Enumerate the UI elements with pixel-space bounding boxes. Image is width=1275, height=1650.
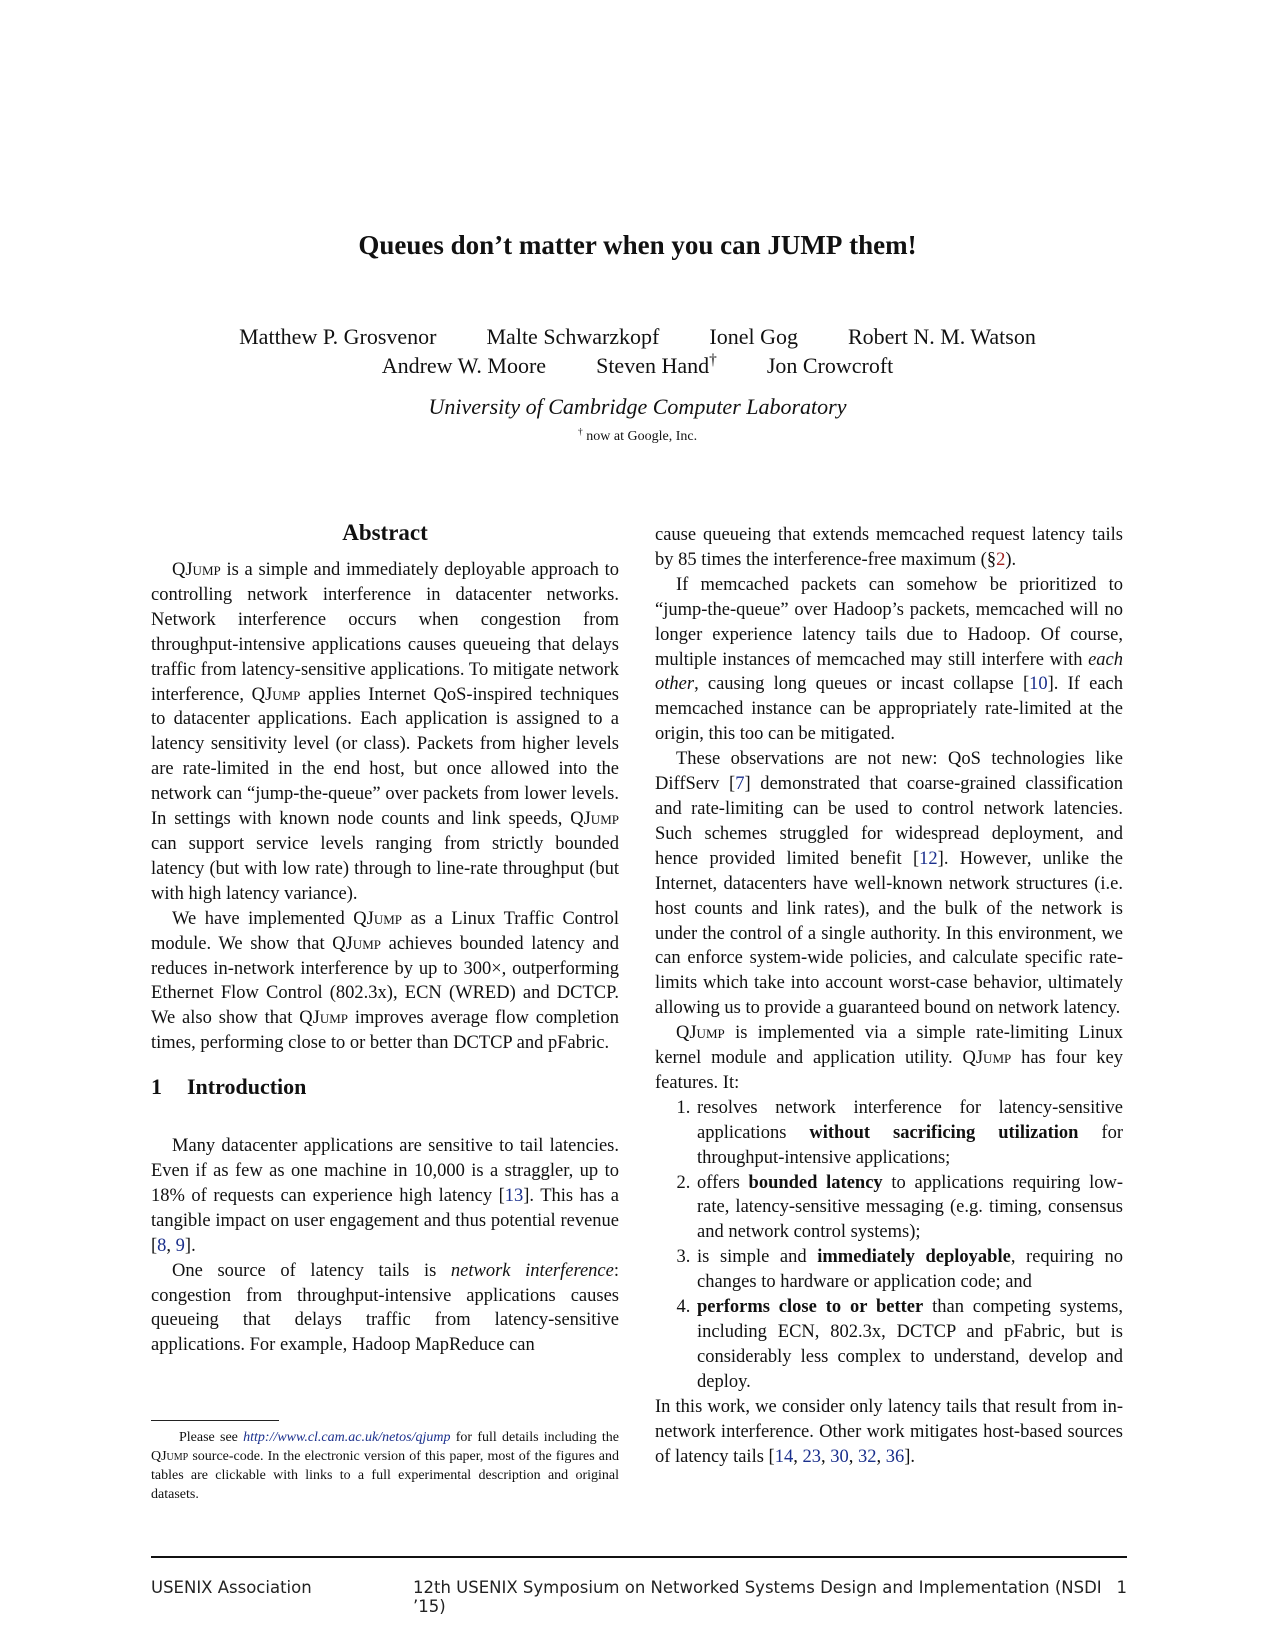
body-paragraph: cause queueing that extends memcached request latency tails by 85 times the interference-free maximum (§2). (655, 525, 1123, 570)
list-item: 4. performs close to or better than competing systems, including ECN, 802.3x, DCTCP and pFabric, but is considerably less complex to understand, develop and deploy. (695, 1295, 1123, 1395)
citation-link[interactable]: 36 (885, 1446, 905, 1467)
citation-link[interactable]: 8 (157, 1235, 167, 1256)
citation-link[interactable]: 14 (774, 1446, 794, 1467)
citation-link[interactable]: 13 (504, 1185, 524, 1206)
body-paragraph: These observations are not new: QoS technologies like DiffServ [7] demonstrated that coarse-grained classification and rate-limiting can be used to control network latencies. Such schemes struggled for widespread deployment, and hence provided limited benefit [12]. However, unlike the Internet, datacenters have well-known network structures (i.e. host counts and link rates), and the bulk of the network is under the control of a single authority. In this environment, we can enforce system-wide policies, and calculate specific rate-limits which take into account worst-case behavior, ultimately allowing us to provide a guaranteed bound on network latency. (655, 749, 1123, 1019)
citation-link[interactable]: 23 (802, 1446, 821, 1467)
footnote: Please see http://www.cl.cam.ac.uk/netos/qjump for full details including the QJump source-code. In the electronic version of this paper, most of the figures and tables are clickable with links to a full experimental description and original datasets. (151, 1430, 619, 1502)
author-list-row-1 (0, 322, 1275, 352)
author-name: Matthew P. Grosvenor (239, 324, 437, 349)
list-item: 1. resolves network interference for latency-sensitive applications without sacrificing utilization for throughput-intensive applications; (695, 1096, 1123, 1171)
affiliation-note: † now at Google, Inc. (577, 426, 698, 444)
author-name: Malte Schwarzkopf (486, 324, 660, 349)
author-name: Andrew W. Moore (381, 353, 547, 378)
left-column (151, 518, 619, 1358)
body-paragraph: If memcached packets can somehow be prioritized to “jump-the-queue” over Hadoop’s packets, memcached will no longer experience latency tails due to Hadoop. Of course, multiple instances of memcached may still interfere with each other, causing long queues or incast collapse [10]. If each memcached instance can be appropriately rate-limited at the origin, this too can be mitigated. (655, 574, 1123, 745)
author-name: Jon Crowcroft (766, 353, 894, 378)
abstract-heading: Abstract (342, 520, 428, 545)
citation-link[interactable]: 9 (175, 1235, 185, 1256)
footer-rule (151, 1556, 1127, 1558)
project-url-link[interactable]: http://www.cl.cam.ac.uk/netos/qjump (243, 1430, 451, 1445)
page-number: 1 (1116, 1578, 1127, 1597)
citation-link[interactable]: 12 (919, 848, 938, 869)
section-link[interactable]: 2 (996, 549, 1006, 570)
citation-link[interactable]: 10 (1029, 674, 1048, 695)
paper-title: Queues don’t matter when you can JUMP them! (358, 230, 917, 260)
abstract-paragraph: We have implemented QJump as a Linux Traffic Control module. We show that QJump achieves bounded latency and reduces in-network interference by up to 300×, outperforming Ethernet Flow Control (802.3x), ECN (WRED) and DCTCP. We also show that QJump improves average flow completion times, performing close to or better than DCTCP and pFabric. (151, 908, 620, 1054)
affiliation: University of Cambridge Computer Laboratory (428, 394, 847, 419)
body-paragraph: Many datacenter applications are sensitive to tail latencies. Even if as few as one machine in 10,000 is a straggler, up to 18% of requests can experience high latency [13]. This has a tangible impact on user engagement and thus potential revenue [8, 9]. (151, 1136, 620, 1256)
citation-link[interactable]: 32 (857, 1446, 877, 1467)
list-item: 2. offers bounded latency to applications requiring low-rate, latency-sensitive messaging (e.g. timing, consensus and network control systems); (695, 1171, 1123, 1246)
body-paragraph: QJump is implemented via a simple rate-limiting Linux kernel module and application utility. QJump has four key features. It: (655, 1023, 1123, 1093)
dagger-mark: † (709, 351, 717, 369)
right-column (655, 523, 1123, 1469)
footer-venue: 12th USENIX Symposium on Networked Systems Design and Implementation (NSDI ’15) (413, 1578, 1102, 1616)
abstract-paragraph: QJump is a simple and immediately deployable approach to controlling network interference in datacenter networks. Network interference occurs when congestion from throughput-intensive applications causes queueing that delays traffic from latency-sensitive applications. To mitigate network interference, QJump applies Internet QoS-inspired techniques to datacenter applications. Each application is assigned to a latency sensitivity level (or class). Packets from higher levels are rate-limited in the end host, but once allowed into the network can “jump-the-queue” over packets from lower levels. In settings with known node counts and link speeds, QJump can support service levels ranging from strictly bounded latency (but with low rate) through to line-rate throughput (but with high latency variance). (151, 560, 619, 904)
footer-publisher: USENIX Association (151, 1578, 312, 1597)
footnote-rule (151, 1420, 279, 1421)
author-name: Ionel Gog (709, 324, 798, 349)
body-paragraph: In this work, we consider only latency tails that result from in-network interference. Other work mitigates host-based sources of latency tails [14, 23, 30, 32, 36]. (655, 1396, 1123, 1467)
citation-link[interactable]: 30 (830, 1446, 849, 1467)
citation-link[interactable]: 7 (735, 774, 745, 795)
feature-list (655, 1096, 1123, 1395)
author-name: Steven Hand† (596, 351, 717, 378)
author-name: Robert N. M. Watson (847, 324, 1036, 349)
body-paragraph: One source of latency tails is network interference: congestion from throughput-intensive applications causes queueing that delays traffic from latency-sensitive applications. For example, Hadoop MapReduce can (151, 1260, 619, 1356)
list-item: 3. is simple and immediately deployable, requiring no changes to hardware or application code; and (695, 1245, 1123, 1295)
author-list-row-2 (0, 351, 1275, 381)
section-heading-introduction: 1 Introduction (151, 1074, 307, 1100)
